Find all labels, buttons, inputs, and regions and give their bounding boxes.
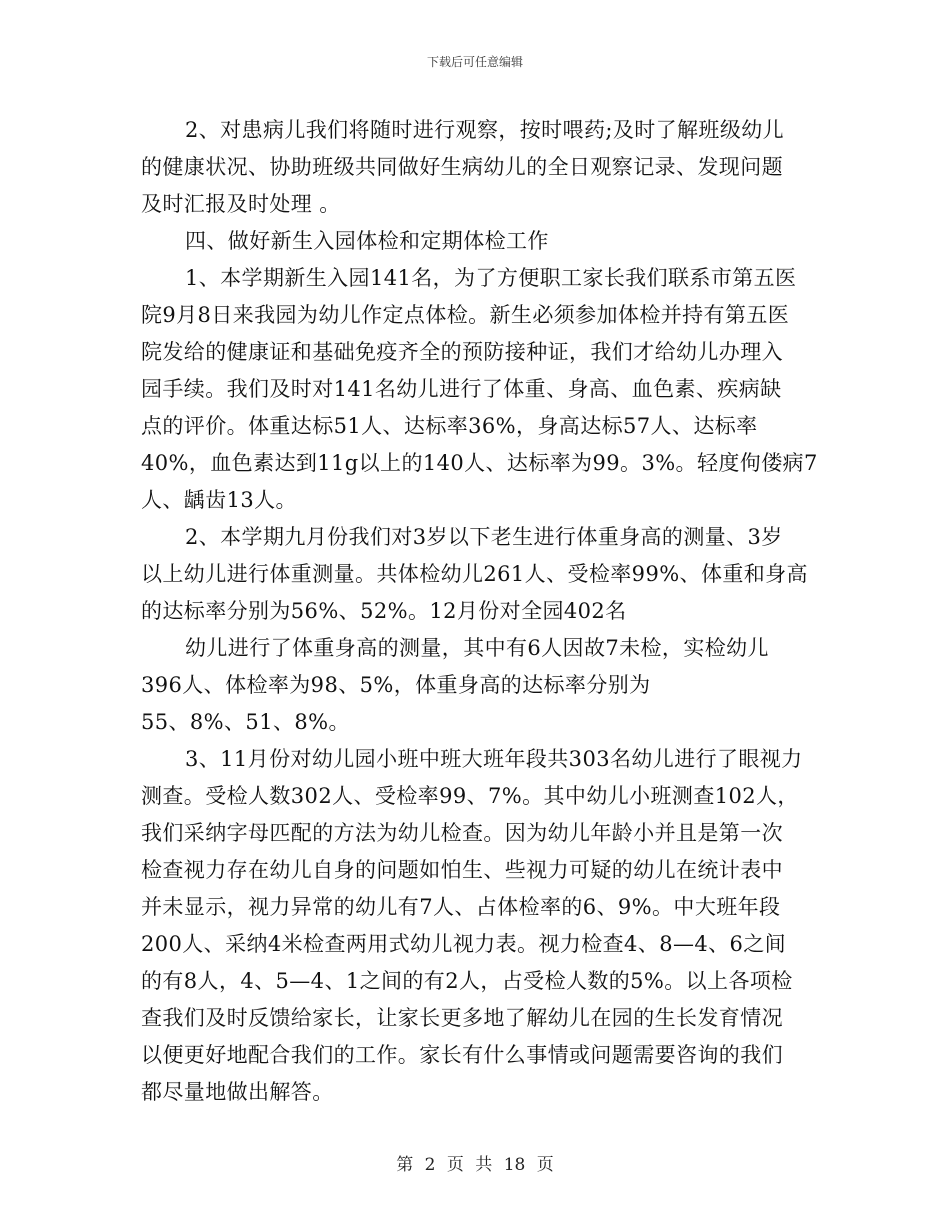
text-line: 四、做好新生入园体检和定期体检工作 (185, 229, 549, 253)
text-line: 3、11月份对幼儿园小班中班大班年段共303名幼儿进行了眼视力 (185, 747, 803, 771)
text-line: 40%，血色素达到11g以上的140人、达标率为99。3%。轻度佝偻病7 (141, 451, 818, 475)
body-text (141, 112, 818, 1111)
text-line: 的达标率分别为56%、52%。12月份对全园402名 (141, 599, 627, 623)
text-line: 的有8人，4、5—4、1之间的有2人，占受检人数的5%。以上各项检 (141, 969, 793, 993)
text-line: 及时汇报及时处理 。 (141, 192, 341, 216)
text-line: 并未显示，视力异常的幼儿有7人、占体检率的6、9%。中大班年段 (141, 895, 781, 919)
text-line: 园手续。我们及时对141名幼儿进行了体重、身高、血色素、疾病缺 (141, 377, 782, 401)
text-line: 院9月8日来我园为幼儿作定点体检。新生必须参加体检并持有第五医 (141, 303, 790, 327)
text-line: 396人、体检率为98、5%，体重身高的达标率分别为 (141, 673, 651, 697)
text-line: 点的评价。体重达标51人、达标率36%，身高达标57人、达标率 (141, 414, 758, 438)
text-line: 检查视力存在幼儿自身的问题如怕生、些视力可疑的幼儿在统计表中 (141, 858, 783, 882)
text-line: 以便更好地配合我们的工作。家长有什么事情或问题需要咨询的我们 (141, 1043, 783, 1067)
text-line: 查我们及时反馈给家长，让家长更多地了解幼儿在园的生长发育情况 (141, 1006, 783, 1030)
page-footer: 第 2 页 共 18 页 (396, 1155, 554, 1175)
text-line: 2、本学期九月份我们对3岁以下老生进行体重身高的测量、3岁 (185, 525, 783, 549)
text-line: 我们采纳字母匹配的方法为幼儿检查。因为幼儿年龄小并且是第一次 (141, 821, 783, 845)
text-line: 都尽量地做出解答。 (141, 1080, 334, 1104)
text-line: 以上幼儿进行体重测量。共体检幼儿261人、受检率99%、体重和身高 (141, 562, 808, 586)
text-line: 测查。受检人数302人、受检率99、7%。其中幼儿小班测查102人， (141, 784, 799, 808)
text-line: 的健康状况、协助班级共同做好生病幼儿的全日观察记录、发现问题 (141, 155, 783, 179)
page-header: 下载后可任意编辑 (426, 55, 523, 69)
text-line: 幼儿进行了体重身高的测量，其中有6人因故7未检，实检幼儿 (185, 636, 769, 660)
text-line: 1、本学期新生入园141名，为了方便职工家长我们联系市第五医 (185, 266, 797, 290)
text-line: 人、龋齿13人。 (141, 488, 297, 512)
text-line: 院发给的健康证和基础免疫齐全的预防接种证，我们才给幼儿办理入 (141, 340, 783, 364)
text-line: 200人、采纳4米检查两用式幼儿视力表。视力检查4、8—4、6之间 (141, 932, 787, 956)
text-line: 2、对患病儿我们将随时进行观察，按时喂药;及时了解班级幼儿 (185, 118, 785, 142)
text-line: 55、8%、51、8%。 (141, 710, 350, 734)
